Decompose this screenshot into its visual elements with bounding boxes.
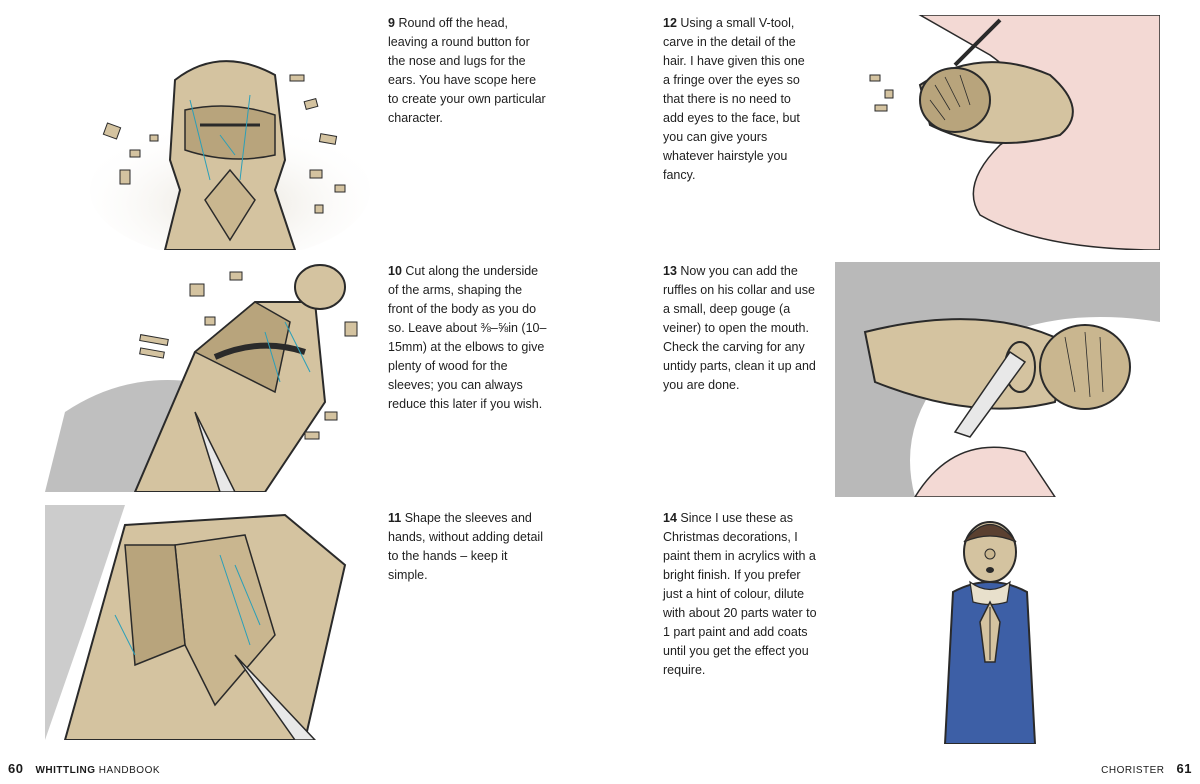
running-title-right: CHORISTER [1101, 765, 1165, 776]
illustration-step-9 [90, 40, 370, 250]
running-title-left-light: HANDBOOK [98, 765, 161, 776]
step-13-text: Now you can add the ruffles on his collar and use a small, deep gouge (a veiner) to open the mouth. Check the carving for any untidy parts, clean it up and you are done. [663, 264, 816, 392]
step-13-number: 13 [663, 264, 677, 278]
page-number-right: 61 [1176, 761, 1192, 776]
step-14-text: Since I use these as Christmas decorations, I paint them in acrylics with a bright finish. If you prefer just a hint of colour, dilute with about 20 parts water to 1 part paint and add coats until you get the effect you require. [663, 511, 817, 677]
running-title-left [35, 765, 160, 776]
step-12 [663, 14, 813, 185]
step-10-number: 10 [388, 264, 402, 278]
step-10-text: Cut along the underside of the arms, shaping the front of the body as you do so. Leave about ⅜–⅝in (10–15mm) at the elbows to give plenty of wood for the sleeves; you can always reduce this later if you wish. [388, 264, 547, 411]
step-13 [663, 262, 818, 395]
illustration-step-11 [45, 505, 370, 740]
step-9 [388, 14, 548, 128]
step-14-number: 14 [663, 511, 677, 525]
running-title-left-bold: WHITTLING [35, 765, 96, 776]
step-11-number: 11 [388, 511, 402, 525]
page-number-left: 60 [8, 761, 24, 776]
step-11-text: Shape the sleeves and hands, without adding detail to the hands – keep it simple. [388, 511, 543, 582]
step-12-number: 12 [663, 16, 677, 30]
footer-left [8, 761, 160, 776]
step-14 [663, 509, 818, 680]
step-11 [388, 509, 548, 585]
step-12-text: Using a small V-tool, carve in the detail of the hair. I have given this one a fringe over the eyes so that there is no need to add eyes to the face, but you can give yours whatever hairstyle you fancy. [663, 16, 805, 182]
step-10 [388, 262, 548, 414]
footer-right [1101, 761, 1192, 776]
illustration-step-12 [860, 15, 1160, 250]
illustration-step-14 [935, 512, 1045, 744]
step-9-number: 9 [388, 16, 395, 30]
step-9-text: Round off the head, leaving a round button for the nose and lugs for the ears. You have scope here to create your own particular character. [388, 16, 546, 125]
illustration-step-10 [45, 262, 375, 492]
illustration-step-13 [835, 262, 1160, 497]
